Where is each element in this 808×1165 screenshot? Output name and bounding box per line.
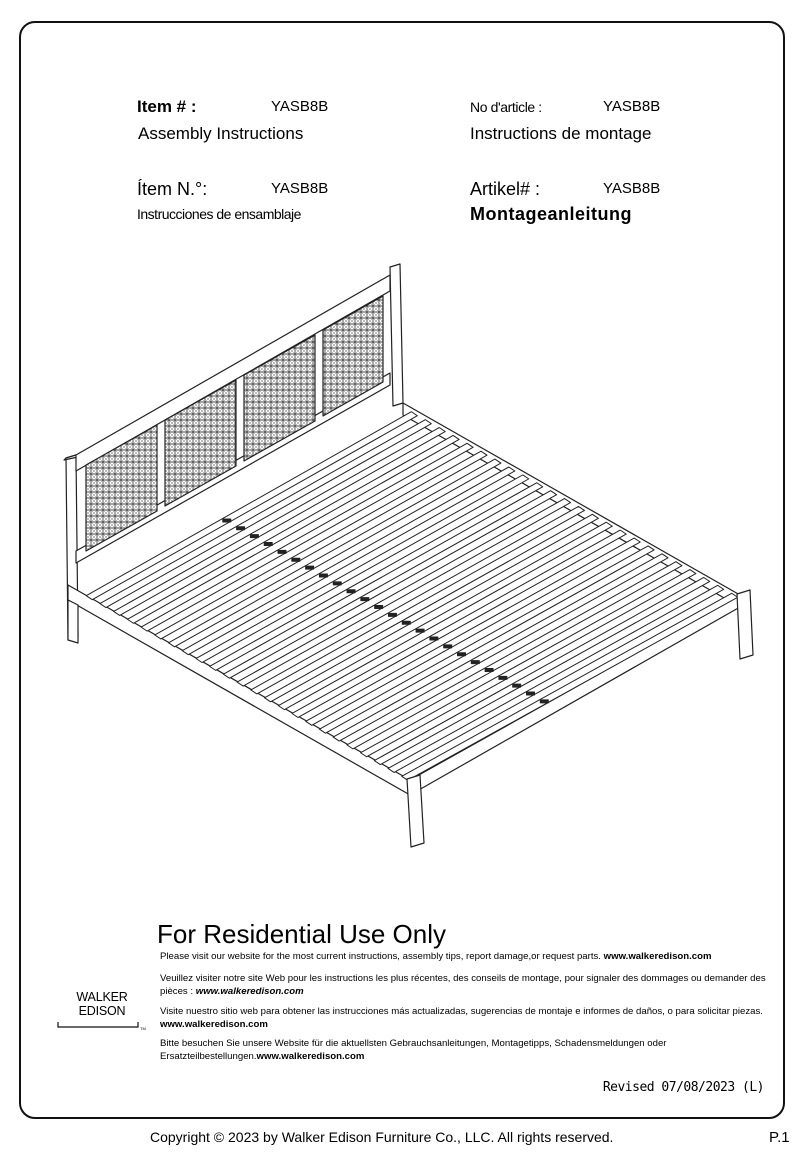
- notice-fr-url[interactable]: www.walkeredison.com: [195, 985, 304, 997]
- notice-de-text: Bitte besuchen Sie unsere Website für die aktuellsten Gebrauchsanleitungen, Montagetipps, Schadensmeldungen oder Ersatzteilbestellungen.: [160, 1038, 667, 1062]
- notice-es-url[interactable]: www.walkeredison.com: [160, 1018, 268, 1030]
- logo-bracket-icon: [52, 1022, 152, 1031]
- slat-clip: [513, 684, 521, 687]
- slat-clip: [471, 661, 479, 664]
- notice-en-url[interactable]: www.walkeredison.com: [603, 951, 712, 962]
- walker-edison-logo: [52, 990, 152, 1036]
- slat-clip: [485, 668, 493, 671]
- slat-clip: [499, 676, 507, 679]
- page-number: P.1: [769, 1129, 790, 1146]
- bed-frame-illustration: [40, 255, 770, 855]
- item-code-de: YASB8B: [603, 180, 661, 197]
- slat-clip: [540, 700, 548, 703]
- slat-clip: [527, 692, 535, 695]
- slat-clip: [223, 519, 231, 522]
- assembly-title-de: Montageanleitung: [470, 204, 632, 224]
- item-code-en: YASB8B: [271, 98, 329, 115]
- item-number-label-de: Artikel# :: [470, 179, 541, 199]
- item-number-label-es: Ítem N.°:: [137, 179, 208, 199]
- item-number-label-fr: No d'article :: [470, 99, 542, 115]
- item-number-label-en: Item # :: [137, 97, 197, 116]
- notice-fr-text: Veuillez visiter notre site Web pour les instructions les plus récentes, des conseils de montage, pour signaler des dommages ou demander des pièces :: [160, 973, 766, 997]
- notice-en: [160, 951, 766, 964]
- slat-clip: [430, 637, 438, 640]
- slat-clip: [402, 621, 410, 624]
- logo-tm: TM: [140, 1026, 146, 1031]
- notice-es-text: Visite nuestro sitio web para obtener las instrucciones más actualizadas, sugerencias de montaje e informes de daños, o para solicitar piezas.: [160, 1006, 763, 1017]
- slat-clip: [333, 582, 341, 585]
- slat-clip: [264, 543, 272, 546]
- slat-clip: [361, 598, 369, 601]
- residential-use-headline: For Residential Use Only: [157, 919, 446, 949]
- headboard-right-post: [390, 264, 403, 406]
- slat-clip: [319, 574, 327, 577]
- slat-clip: [292, 558, 300, 561]
- assembly-title-en: Assembly Instructions: [138, 124, 304, 143]
- item-code-es: YASB8B: [271, 180, 329, 197]
- slat-clip: [457, 653, 465, 656]
- notice-es: [160, 1006, 766, 1031]
- slat-clip: [250, 535, 258, 538]
- notice-en-text: Please visit our website for the most current instructions, assembly tips, report damage,or request parts.: [160, 951, 604, 962]
- slat-clip: [388, 613, 396, 616]
- assembly-title-fr: Instructions de montage: [470, 124, 652, 143]
- notice-de-url[interactable]: www.walkeredison.com: [256, 1050, 365, 1062]
- item-code-fr: YASB8B: [603, 98, 661, 115]
- slat-clip: [416, 629, 424, 632]
- notice-fr: [160, 973, 766, 998]
- slat-clip: [306, 566, 314, 569]
- slat-clip: [444, 645, 452, 648]
- assembly-title-es: Instrucciones de ensamblaje: [137, 206, 301, 222]
- foot-post-right: [737, 590, 753, 659]
- slat-clip: [278, 550, 286, 553]
- logo-text: WALKER EDISON: [76, 990, 128, 1018]
- notice-de: [160, 1038, 766, 1063]
- slat-clip: [237, 527, 245, 530]
- revision-date: Revised 07/08/2023 (L): [602, 1080, 764, 1095]
- slat-clip: [375, 605, 383, 608]
- slat-clip: [347, 590, 355, 593]
- copyright-text: Copyright © 2023 by Walker Edison Furniture Co., LLC. All rights reserved.: [150, 1129, 614, 1145]
